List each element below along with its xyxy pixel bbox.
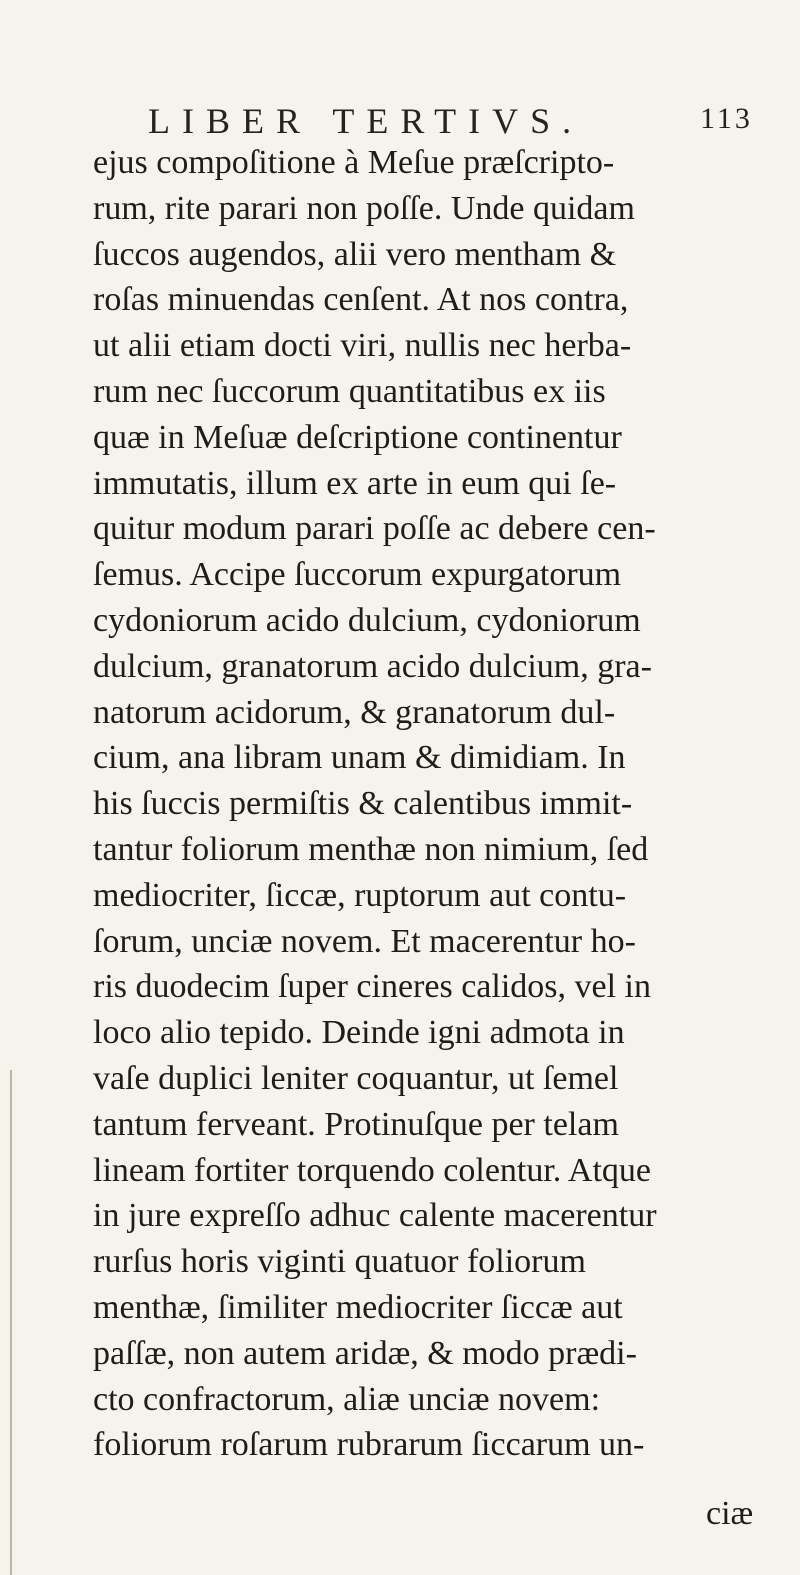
text-line: rum, rite parari non poſſe. Unde quidam: [93, 189, 635, 227]
text-line: cto confractorum, aliæ unciæ novem:: [93, 1380, 601, 1418]
text-line: cium, ana libram unam & dimidiam. In: [93, 739, 626, 777]
text-line: dulcium, granatorum acido dulcium, gra-: [93, 647, 652, 685]
catchword: ciæ: [706, 1495, 754, 1532]
text-line: rurſus horis viginti quatuor foliorum: [93, 1243, 586, 1281]
text-line: paſſæ, non autem aridæ, & modo prædi-: [93, 1334, 637, 1372]
text-line: immutatis, illum ex arte in eum qui ſe-: [93, 464, 617, 502]
text-line: quæ in Meſuæ deſcriptione continentur: [93, 418, 622, 456]
running-title: LIBER TERTIVS.: [148, 101, 584, 141]
text-line: his ſuccis permiſtis & calentibus immit-: [93, 785, 633, 823]
text-line: ſemus. Accipe ſuccorum expurgatorum: [93, 556, 622, 594]
text-line: vaſe duplici leniter coquantur, ut ſemel: [93, 1059, 619, 1097]
text-line: roſas minuendas cenſent. At nos contra,: [93, 281, 629, 319]
text-line: loco alio tepido. Deinde igni admota in: [93, 1014, 625, 1052]
text-line: cydoniorum acido dulcium, cydoniorum: [93, 601, 641, 639]
page-header: [0, 96, 800, 144]
text-line: menthæ, ſimiliter mediocriter ſiccæ aut: [93, 1288, 623, 1326]
gutter-shadow: [10, 1070, 12, 1575]
text-line: rum nec ſuccorum quantitatibus ex iis: [93, 372, 606, 410]
text-line: tantum ferveant. Protinuſque per telam: [93, 1105, 619, 1143]
text-line: natorum acidorum, & granatorum dul-: [93, 693, 616, 731]
text-line: lineam fortiter torquendo colentur. Atque: [93, 1151, 652, 1189]
text-line: ſuccos augendos, alii vero mentham &: [93, 235, 617, 273]
text-line: tantur foliorum menthæ non nimium, ſed: [93, 830, 649, 868]
text-line: foliorum roſarum rubrarum ſiccarum un-: [93, 1426, 645, 1464]
text-line: ſorum, unciæ novem. Et macerentur ho-: [93, 922, 636, 960]
body-text: [93, 140, 793, 1468]
text-line: ris duodecim ſuper cineres calidos, vel in: [93, 968, 651, 1006]
text-line: in jure expreſſo adhuc calente macerentur: [93, 1197, 657, 1235]
text-line: ut alii etiam docti viri, nullis nec herba-: [93, 327, 632, 365]
page-number: 113: [700, 102, 753, 135]
text-line: mediocriter, ſiccæ, ruptorum aut contu-: [93, 876, 627, 914]
text-line: quitur modum parari poſſe ac debere cen-: [93, 510, 656, 548]
text-line: ejus compoſitione à Meſue præſcripto-: [93, 144, 615, 181]
